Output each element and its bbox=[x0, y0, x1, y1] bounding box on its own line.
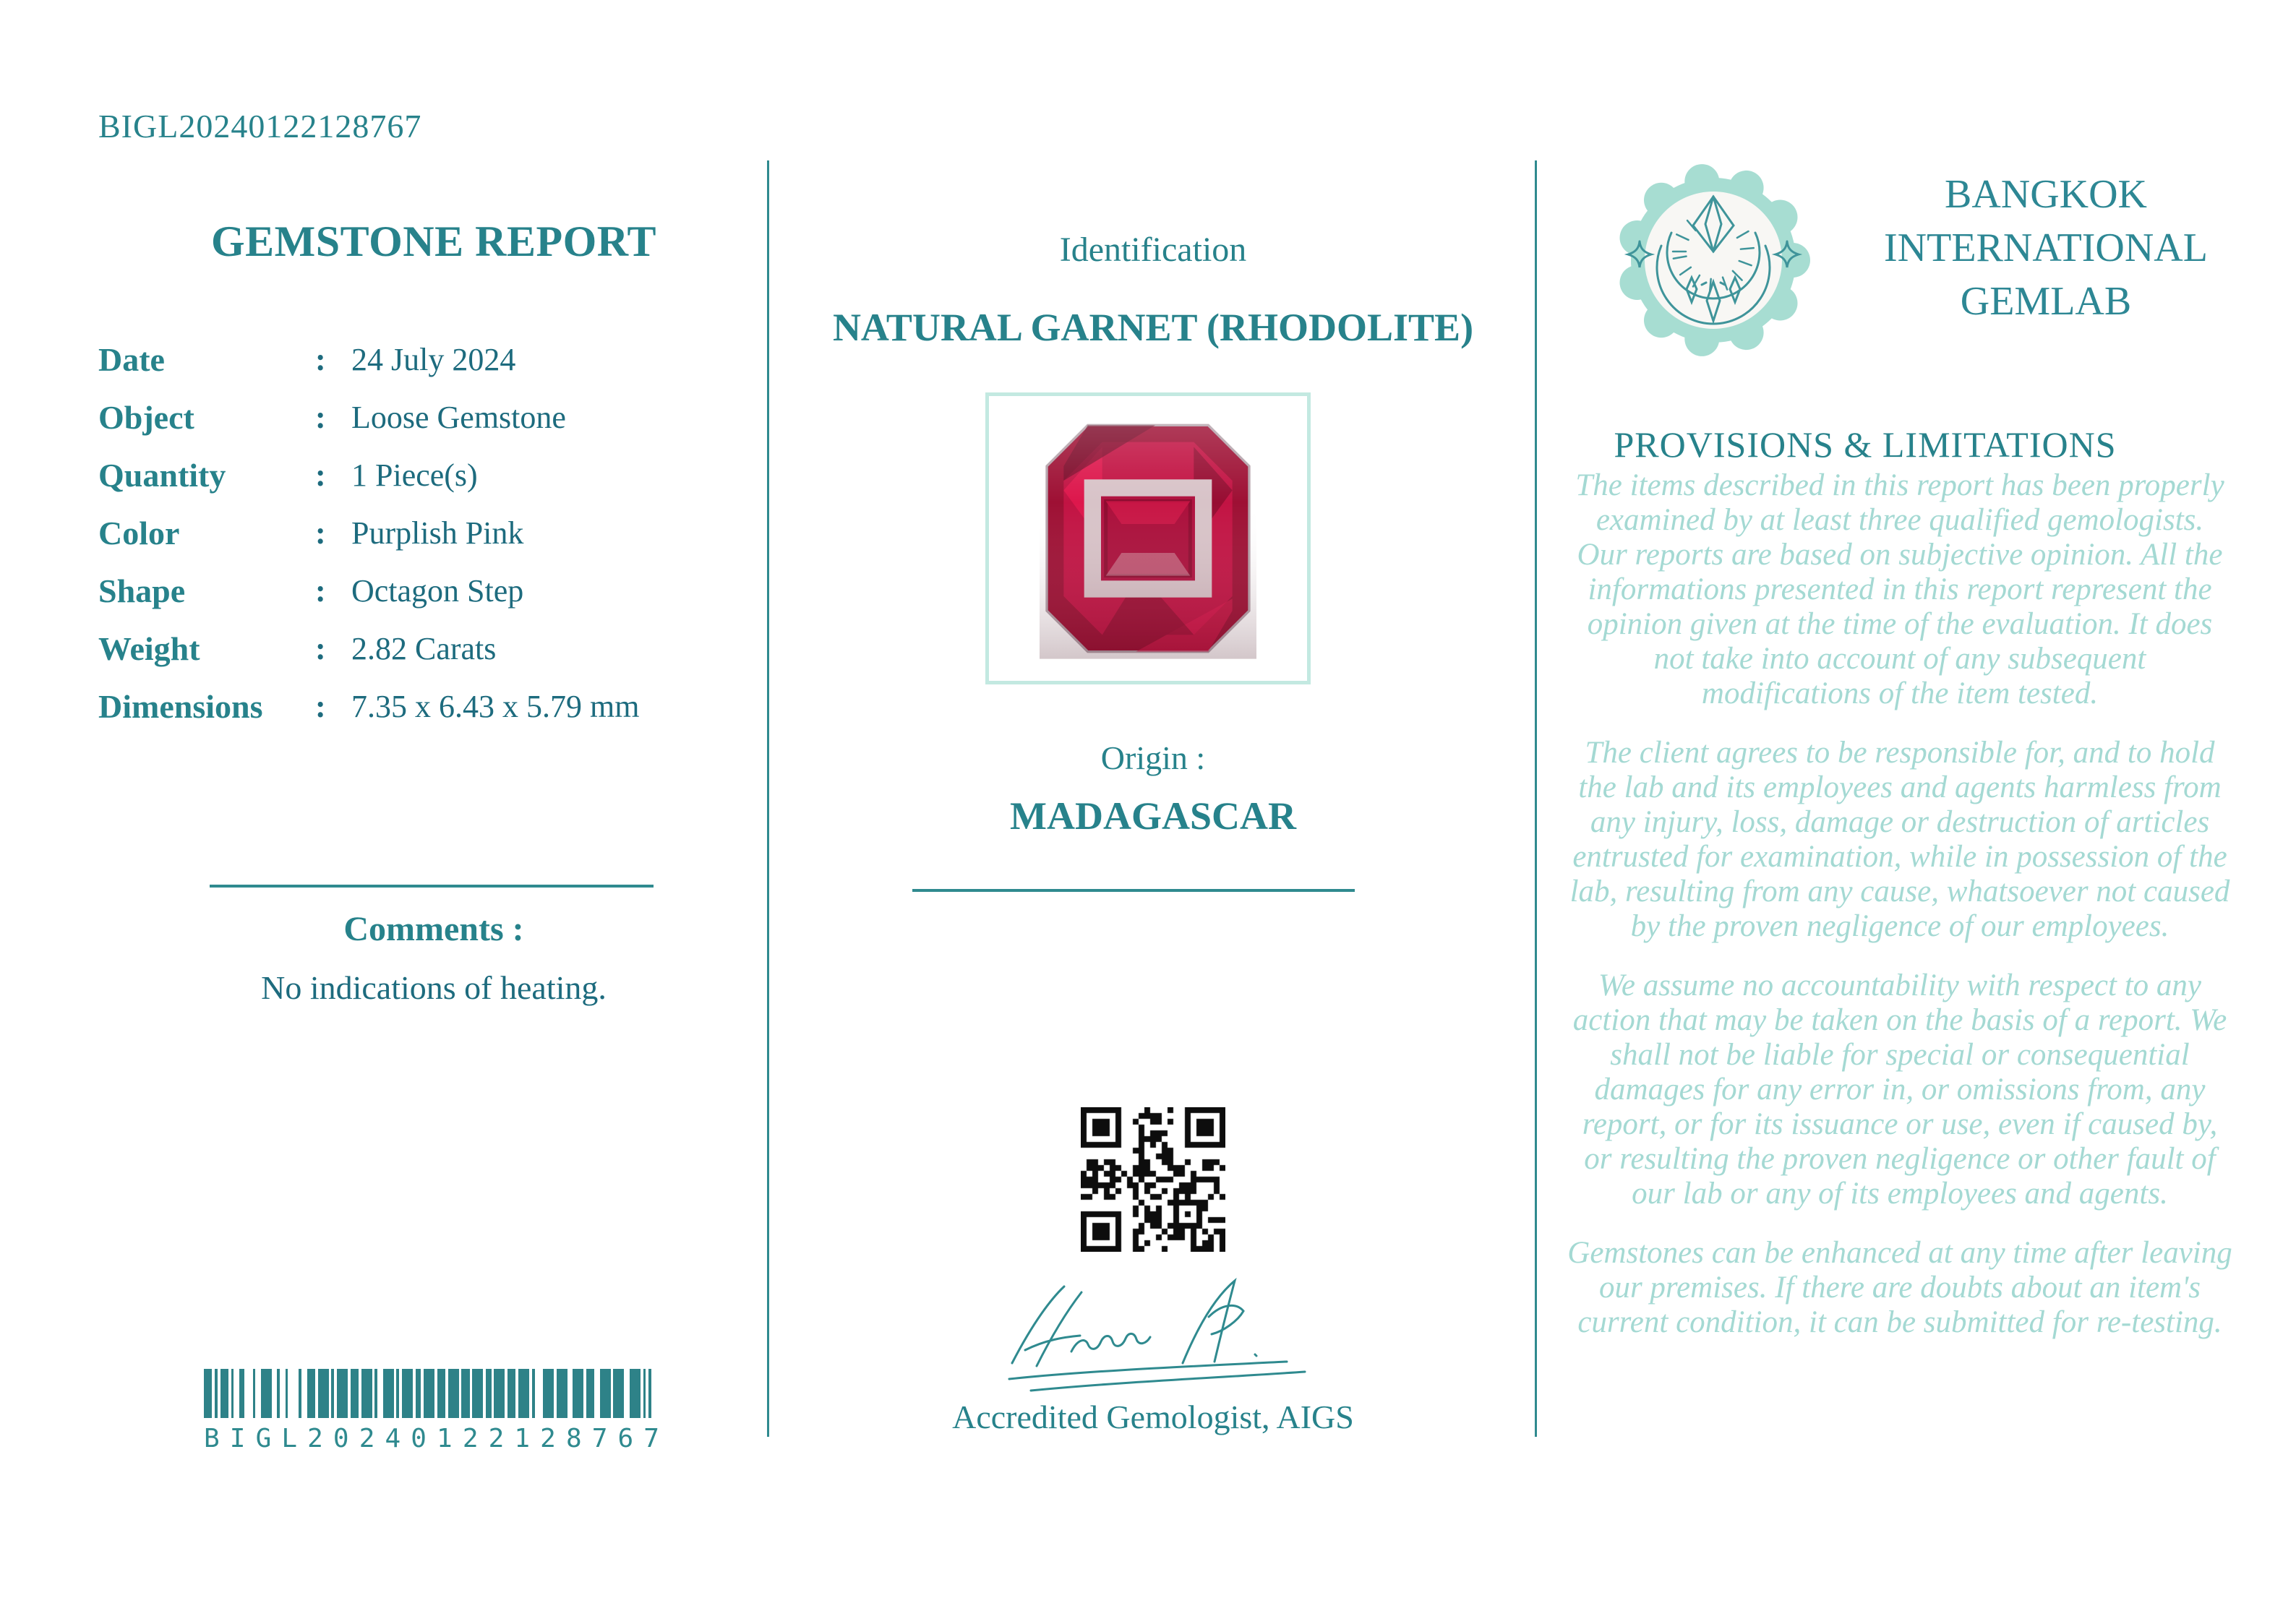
detail-value: 7.35 x 6.43 x 5.79 mm bbox=[351, 689, 640, 724]
provisions-paragraph: The items described in this report has been properly examined by at least three qualified gemologists. Our reports are based on subjective opinion. All the informations presented in this report represent the opinion given at the time of the evaluation. It does not take into account of any subsequent modifications of the item tested. bbox=[1575, 468, 2224, 710]
comments-label: Comments : bbox=[343, 910, 524, 948]
column-divider-left bbox=[767, 160, 769, 1437]
gem-photo bbox=[1040, 417, 1256, 660]
detail-label: Object bbox=[98, 399, 194, 436]
identification-heading: Identification bbox=[1059, 231, 1247, 269]
detail-value: 2.82 Carats bbox=[351, 631, 497, 666]
detail-label: Quantity bbox=[98, 457, 226, 494]
barcode-text: B I G L 2 0 2 4 0 1 2 2 1 2 8 7 6 7 bbox=[204, 1424, 659, 1453]
qr-code bbox=[1081, 1107, 1225, 1252]
provisions-paragraph: Gemstones can be enhanced at any time after leaving our premises. If there are doubts about an item's current condition, it can be submitted for re-testing. bbox=[1567, 1236, 2232, 1339]
detail-colon: : bbox=[315, 689, 326, 724]
detail-colon: : bbox=[315, 342, 326, 377]
signer-title: Accredited Gemologist, AIGS bbox=[952, 1399, 1354, 1435]
detail-colon: : bbox=[315, 400, 326, 435]
detail-label: Date bbox=[98, 341, 165, 378]
report-number: BIGL20240122128767 bbox=[98, 108, 422, 145]
report-title: GEMSTONE REPORT bbox=[210, 218, 657, 265]
provisions-title: PROVISIONS & LIMITATIONS bbox=[1614, 424, 2117, 465]
detail-label: Weight bbox=[98, 630, 200, 667]
gem-photo-frame bbox=[985, 392, 1311, 684]
comments-divider bbox=[210, 885, 654, 888]
detail-value: 24 July 2024 bbox=[351, 342, 516, 377]
identification-result: NATURAL GARNET (RHODOLITE) bbox=[832, 306, 1474, 349]
provisions-paragraph: The client agrees to be responsible for, and to hold the lab and its employees and agents harmless from any injury, loss, damage or destruction of articles entrusted for examination, while in possession of the lab, resulting from any cause, whatsoever not caused by the proven negligence of our employees. bbox=[1569, 736, 2230, 943]
provisions-text bbox=[1567, 468, 2232, 1365]
origin-label: Origin : bbox=[1100, 739, 1206, 776]
detail-value: 1 Piece(s) bbox=[351, 457, 478, 493]
detail-label: Color bbox=[98, 515, 180, 551]
gemologist-signature bbox=[983, 1271, 1323, 1408]
lab-name: BANGKOK INTERNATIONAL GEMLAB bbox=[1884, 172, 2208, 324]
detail-colon: : bbox=[315, 457, 326, 493]
details-table bbox=[98, 343, 800, 723]
detail-value: Purplish Pink bbox=[351, 515, 524, 551]
detail-value: Octagon Step bbox=[351, 573, 524, 609]
detail-label: Shape bbox=[98, 572, 186, 609]
column-divider-right bbox=[1535, 160, 1537, 1437]
comments-text: No indications of heating. bbox=[261, 969, 607, 1006]
barcode bbox=[204, 1369, 659, 1453]
detail-colon: : bbox=[315, 573, 326, 609]
gemlab-logo bbox=[1614, 161, 1812, 359]
detail-colon: : bbox=[315, 631, 326, 666]
detail-label: Dimensions bbox=[98, 688, 263, 725]
origin-value: MADAGASCAR bbox=[1010, 794, 1296, 838]
barcode-bars bbox=[204, 1369, 659, 1418]
detail-colon: : bbox=[315, 515, 326, 551]
middle-divider bbox=[912, 889, 1355, 892]
detail-value: Loose Gemstone bbox=[351, 400, 566, 435]
provisions-paragraph: We assume no accountability with respect to any action that may be taken on the basis of a report. We shall not be liable for special or consequential damages for any error in, or omissions from, any report, or for its issuance or use, even if caused by, or resulting the proven negligence or other fault of our lab or any of its employees and agents. bbox=[1572, 968, 2227, 1211]
